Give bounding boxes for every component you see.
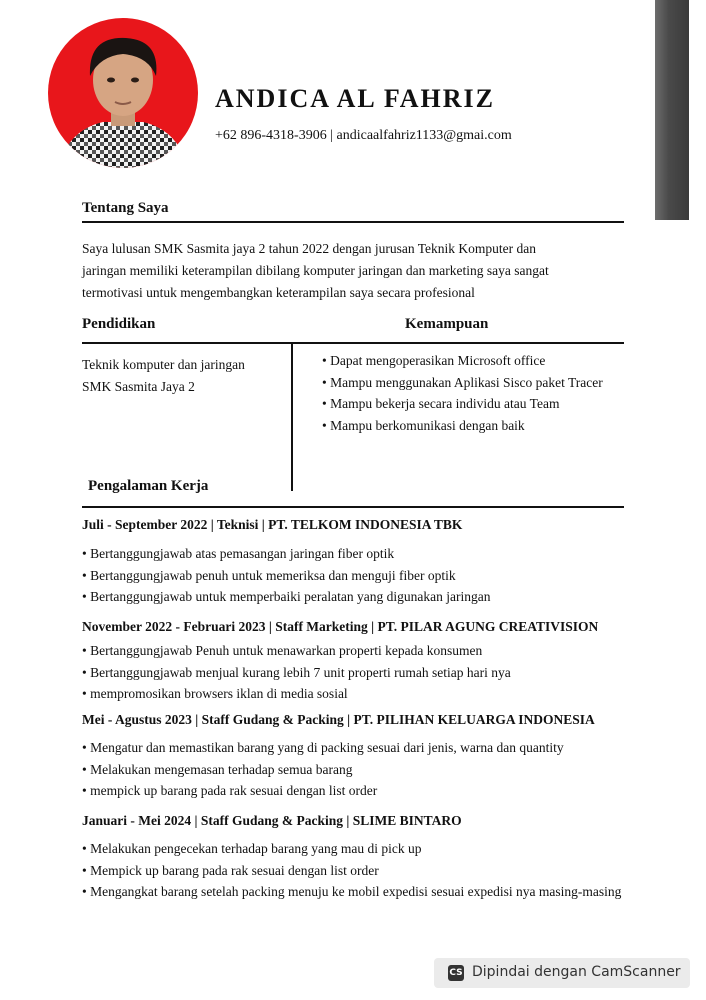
skill-item: • Mampu bekerja secara individu atau Team [322, 396, 560, 411]
about-line: jaringan memiliki keterampilan dibilang komputer jaringan dan marketing saya sangat [82, 263, 549, 278]
skill-item: • Dapat mengoperasikan Microsoft office [322, 353, 546, 368]
about-line: termotivasi untuk mengembangkan keterampilan saya secara profesional [82, 285, 475, 300]
job-title: Januari - Mei 2024 | Staff Gudang & Packing | SLIME BINTARO [82, 813, 462, 828]
about-line: Saya lulusan SMK Sasmita jaya 2 tahun 2022 dengan jurusan Teknik Komputer dan [82, 241, 536, 256]
job-duty: • Bertanggungjawab Penuh untuk menawarkan properti kepada konsumen [82, 643, 483, 658]
education-heading: Pendidikan [82, 316, 156, 332]
skills-heading: Kemampuan [405, 316, 489, 332]
job-duty: • mempick up barang pada rak sesuai dengan list order [82, 783, 378, 798]
about-heading: Tentang Saya [82, 200, 169, 216]
profile-photo [48, 18, 198, 168]
scan-edge-shadow [655, 0, 689, 220]
candidate-name: ANDICA AL FAHRIZ [215, 84, 496, 113]
job-duty: • Mengatur dan memastikan barang yang di packing sesuai dari jenis, warna dan quantity [82, 740, 564, 755]
job-title: November 2022 - Februari 2023 | Staff Marketing | PT. PILAR AGUNG CREATIVISION [82, 619, 599, 634]
job-duty: • Bertanggungjawab penuh untuk memeriksa dan menguji fiber optik [82, 567, 456, 583]
camscanner-watermark [434, 958, 690, 988]
job-title: Juli - September 2022 | Teknisi | PT. TELKOM INDONESIA TBK [82, 517, 463, 532]
job-duties [82, 543, 490, 608]
job-duty: • Melakukan mengemasan terhadap semua barang [82, 761, 353, 777]
job-title: Mei - Agustus 2023 | Staff Gudang & Packing | PT. PILIHAN KELUARGA INDONESIA [82, 712, 595, 727]
job-duties [82, 838, 621, 903]
job-duty: • Bertanggungjawab atas pemasangan jaringan fiber optik [82, 546, 395, 561]
education-block [82, 354, 245, 398]
camscanner-logo-icon: CS [448, 965, 464, 981]
education-line: SMK Sasmita Jaya 2 [82, 379, 195, 394]
skill-item: • Mampu menggunakan Aplikasi Sisco paket Tracer [322, 374, 603, 390]
job-duty: • Melakukan pengecekan terhadap barang yang mau di pick up [82, 841, 422, 856]
education-skills-divider [82, 342, 624, 344]
skill-item: • Mampu berkomunikasi dengan baik [322, 417, 525, 433]
contact-info: +62 896-4318-3906 | andicaalfahriz1133@gmai.com [215, 128, 512, 143]
job-duties [82, 640, 511, 705]
education-line: Teknik komputer dan jaringan [82, 357, 245, 372]
about-divider [82, 221, 624, 223]
job-duty: • Mempick up barang pada rak sesuai dengan list order [82, 862, 379, 878]
experience-divider [82, 506, 624, 508]
job-duty: • Mengangkat barang setelah packing menuju ke mobil expedisi sesuai expedisi nya masing-masing [82, 884, 622, 899]
about-text [82, 238, 622, 304]
portrait-illustration [48, 18, 198, 168]
column-divider [291, 344, 293, 491]
camscanner-text: Dipindai dengan CamScanner [472, 964, 681, 980]
job-duty: • Bertanggungjawab untuk memperbaiki peralatan yang digunakan jaringan [82, 589, 491, 604]
skills-list [322, 350, 603, 436]
job-duties [82, 737, 564, 802]
job-duty: • Bertanggungjawab menjual kurang lebih 7 unit properti rumah setiap hari nya [82, 664, 511, 680]
job-duty: • mempromosikan browsers iklan di media sosial [82, 686, 348, 701]
experience-heading: Pengalaman Kerja [88, 478, 209, 494]
